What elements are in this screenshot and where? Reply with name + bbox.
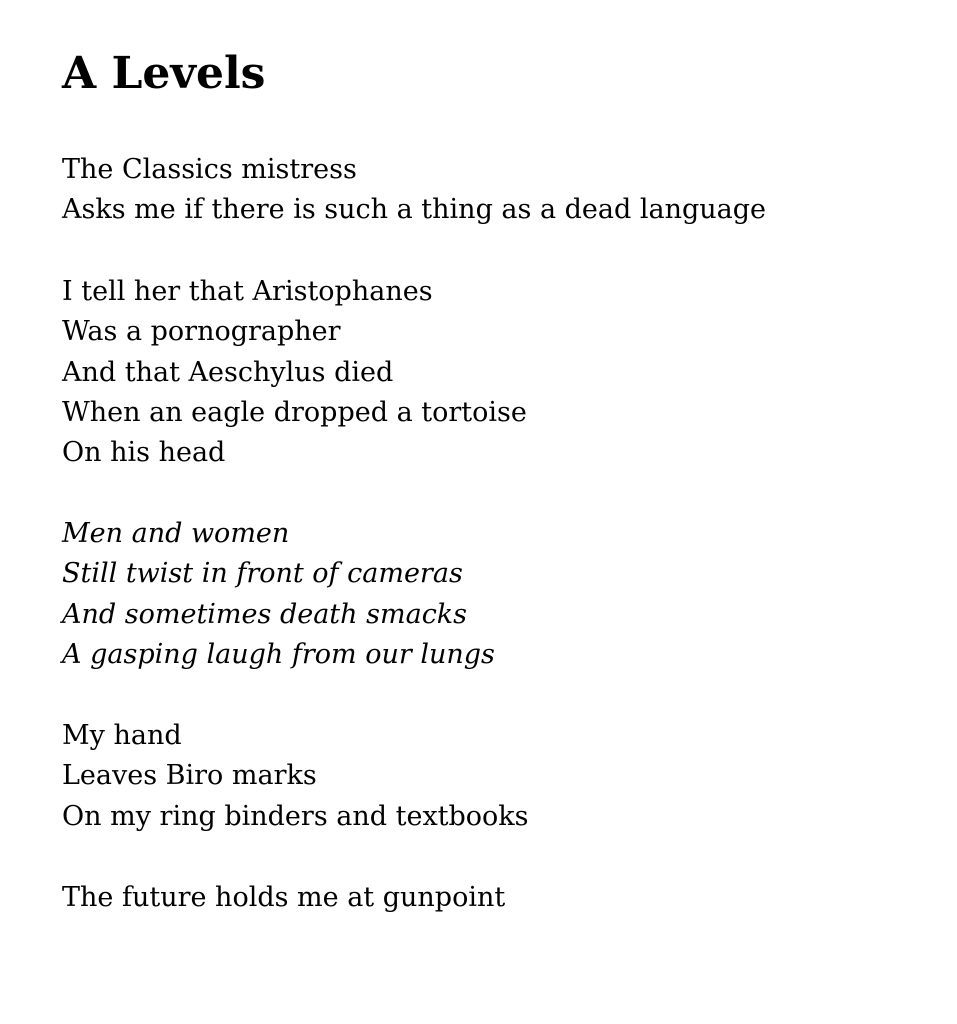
poem-line: Was a pornographer xyxy=(62,316,341,348)
poem-line: Leaves Biro marks xyxy=(62,760,317,792)
poem-line: Still twist in front of cameras xyxy=(62,558,463,590)
poem-line: Asks me if there is such a thing as a dead language xyxy=(62,194,767,226)
poem-line: On my ring binders and textbooks xyxy=(62,800,529,832)
poem-line: Men and women xyxy=(62,518,290,549)
stanza-1 xyxy=(62,150,766,231)
stanza-2 xyxy=(62,272,527,473)
poem-line: And sometimes death smacks xyxy=(62,598,468,630)
stanza-4 xyxy=(62,716,529,837)
poem-line: The future holds me at gunpoint xyxy=(62,882,506,913)
poem-line: When an eagle dropped a tortoise xyxy=(62,396,527,428)
poem-line: I tell her that Aristophanes xyxy=(62,276,433,307)
poem-line: A gasping laugh from our lungs xyxy=(62,638,495,670)
poem-line: The Classics mistress xyxy=(62,154,357,185)
poem-title: A Levels xyxy=(62,48,266,99)
poem-line: On his head xyxy=(62,437,226,469)
poem-line: My hand xyxy=(62,720,182,751)
stanza-3-italic xyxy=(62,514,495,675)
stanza-5 xyxy=(62,878,505,918)
poem-line: And that Aeschylus died xyxy=(62,356,394,388)
